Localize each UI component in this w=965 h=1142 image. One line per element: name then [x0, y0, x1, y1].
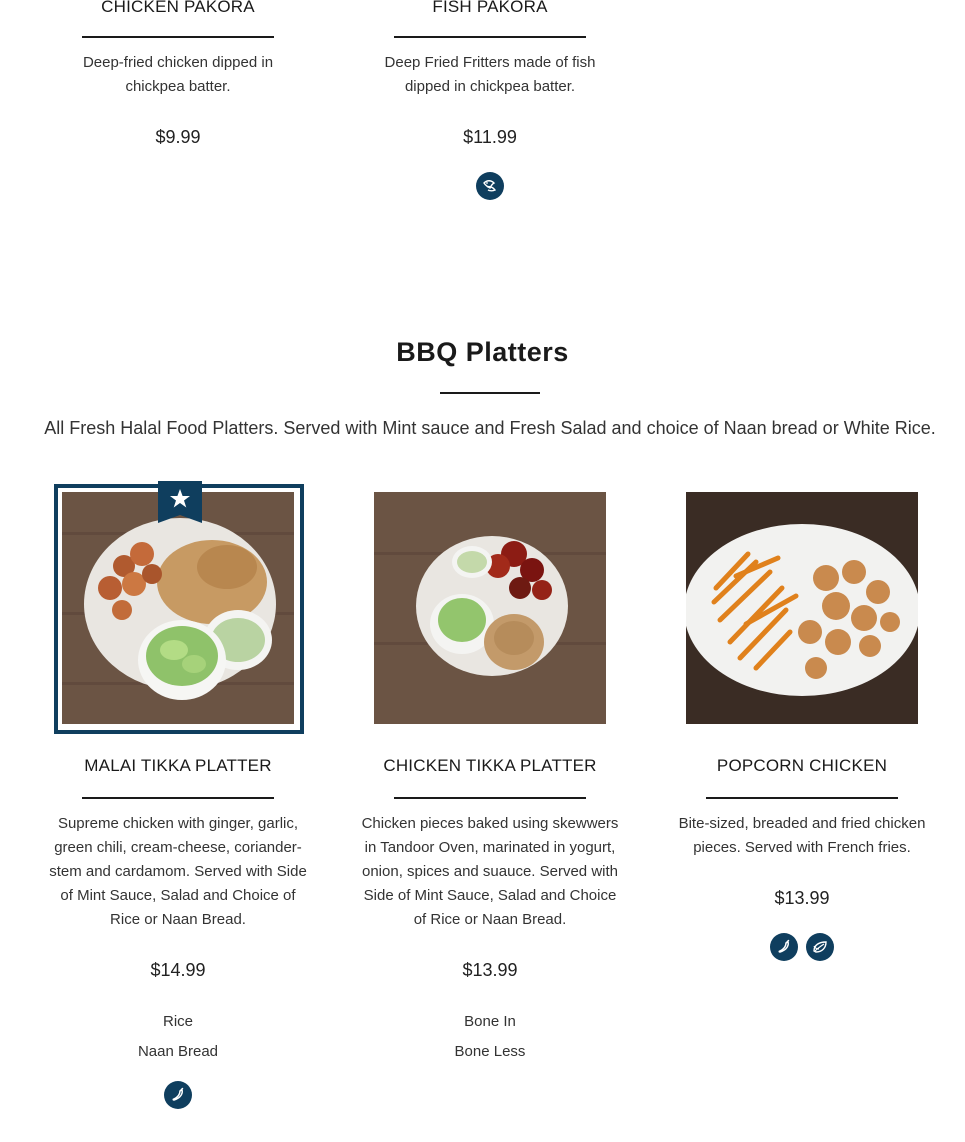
menu-item-malai-tikka-platter[interactable]	[22, 756, 334, 1109]
chili-pepper-icon	[770, 933, 798, 961]
item-badges	[334, 172, 646, 200]
item-price: $11.99	[463, 127, 517, 147]
option-bone-less[interactable]: Bone Less	[454, 1043, 526, 1060]
item-badges	[646, 933, 958, 961]
item-name: CHICKEN TIKKA PLATTER	[383, 756, 597, 775]
leaf-icon	[806, 933, 834, 961]
section-divider	[440, 392, 540, 394]
item-description: Deep-fried chicken dipped in chickpea batter.	[82, 54, 274, 95]
item-name: FISH PAKORA	[432, 0, 548, 16]
popcorn-chicken-photo[interactable]	[686, 492, 918, 724]
menu-item-fish-pakora[interactable]	[334, 0, 646, 200]
chicken-tikka-photo[interactable]	[374, 492, 606, 724]
malai-tikka-photo[interactable]	[62, 492, 294, 724]
section-title: BBQ Platters	[396, 337, 569, 367]
menu-item-chicken-pakora[interactable]	[22, 0, 334, 148]
item-name: MALAI TIKKA PLATTER	[84, 756, 272, 775]
item-divider	[706, 797, 898, 799]
item-badges	[22, 1081, 334, 1109]
option-bone-in[interactable]: Bone In	[464, 1013, 516, 1030]
item-price: $13.99	[774, 888, 830, 908]
item-divider	[82, 797, 274, 799]
option-rice[interactable]: Rice	[162, 1013, 193, 1030]
item-options	[334, 1007, 646, 1067]
option-naan-bread[interactable]: Naan Bread	[137, 1043, 219, 1060]
item-name: POPCORN CHICKEN	[716, 756, 888, 775]
menu-item-popcorn-chicken[interactable]	[646, 756, 958, 961]
item-options	[22, 1007, 334, 1067]
fish-icon	[476, 172, 504, 200]
item-divider	[82, 36, 274, 38]
featured-star-icon	[158, 481, 202, 523]
item-description: Supreme chicken with ginger, garlic, green chili, cream-cheese, coriander-stem and cardamom. Served with Side of Mint Sauce, Salad and Choice of Rice or Naan Bread.	[49, 815, 307, 928]
item-description: Bite-sized, breaded and fried chicken pieces. Served with French fries.	[678, 815, 926, 856]
item-divider	[394, 36, 586, 38]
item-price: $14.99	[150, 960, 206, 980]
item-name: CHICKEN PAKORA	[101, 0, 255, 16]
chili-pepper-icon	[164, 1081, 192, 1109]
item-price: $13.99	[462, 960, 518, 980]
item-divider	[394, 797, 586, 799]
item-price: $9.99	[155, 127, 201, 147]
menu-item-chicken-tikka-platter[interactable]	[334, 756, 646, 1067]
section-subtitle: All Fresh Halal Food Platters. Served with Mint sauce and Fresh Salad and choice of Naan bread or White Rice.	[44, 418, 936, 438]
item-description: Chicken pieces baked using skewwers in Tandoor Oven, marinated in yogurt, onion, spices and suauce. Served with Side of Mint Sauce, Salad and Choice of Rice or Naan Bread.	[361, 815, 619, 928]
item-description: Deep Fried Fritters made of fish dipped in chickpea batter.	[384, 54, 596, 95]
